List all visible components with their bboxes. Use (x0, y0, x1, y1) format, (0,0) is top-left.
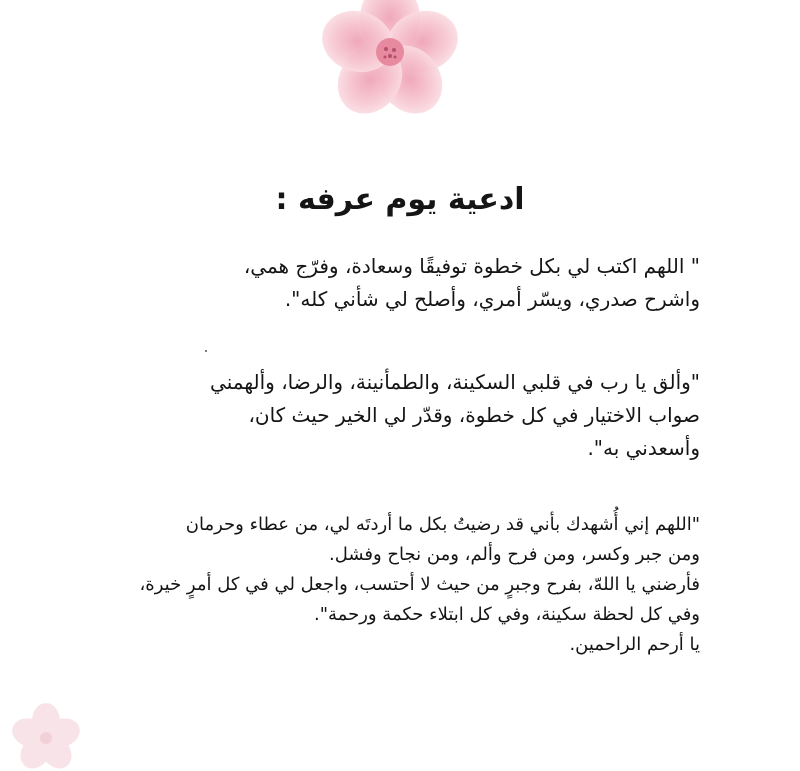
stray-dot (205, 350, 207, 352)
prayer-line: " اللهم اكتب لي بكل خطوة توفيقًا وسعادة، وفرّج همي، (243, 254, 700, 278)
prayer-line: وأسعدني به". (587, 436, 700, 460)
page-title: ادعية يوم عرفه : (275, 182, 525, 218)
prayer-paragraph-3 (100, 510, 700, 660)
prayer-line: صواب الاختيار في كل خطوة، وقدّر لي الخير حيث كان، (248, 403, 700, 427)
prayer-line: يا أرحم الراحمين. (569, 634, 700, 655)
prayer-line: وفي كل لحظة سكينة، وفي كل ابتلاء حكمة ورحمة". (314, 604, 700, 625)
prayer-paragraph-1 (100, 250, 700, 316)
pale-flower-icon (10, 700, 90, 771)
prayer-line: "اللهم إني أُشهدك بأني قد رضيتُ بكل ما أردتَه لي، من عطاء وحرمان (185, 514, 700, 535)
prayer-line: فأرضني يا اللهّ، بفرح وجبرٍ من حيث لا أحتسب، واجعل لي في كل أمرٍ خيرة، (139, 574, 700, 595)
prayer-line: واشرح صدري، ويسّر أمري، وأصلح لي شأني كله". (284, 287, 700, 311)
pink-flower-icon (312, 0, 468, 122)
prayer-paragraph-2 (100, 366, 700, 465)
prayer-line: "وألق يا رب في قلبي السكينة، والطمأنينة، والرضا، وألهمني (210, 370, 700, 394)
prayer-line: ومن جبر وكسر، ومن فرح وألم، ومن نجاح وفشل. (329, 544, 700, 565)
